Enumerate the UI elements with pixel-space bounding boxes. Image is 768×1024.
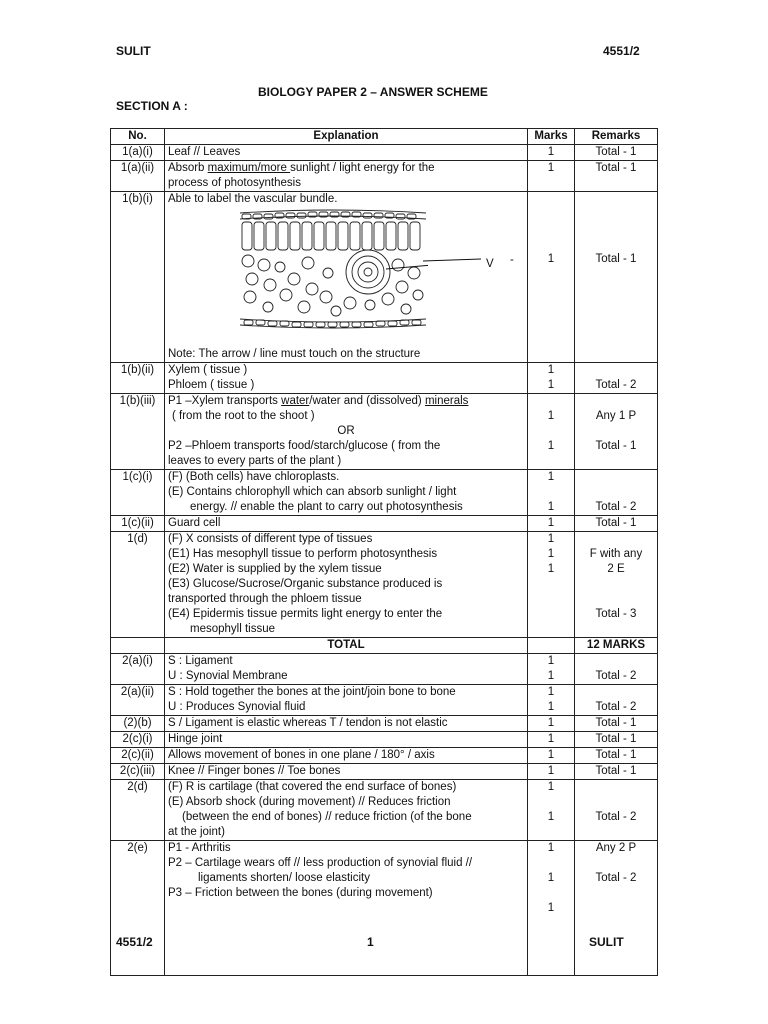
- mark-value: 1: [547, 872, 555, 884]
- remark-value: Total - 2: [595, 379, 637, 391]
- remark-value: Total - 3: [595, 608, 637, 620]
- row-no: 2(d): [111, 780, 165, 841]
- row-remark: [575, 532, 658, 638]
- remark-value: Total - 2: [595, 501, 637, 513]
- text: transported through the phloem tissue: [168, 593, 362, 605]
- row-remark: Total - 1: [575, 145, 658, 161]
- row-mark: 1: [528, 732, 575, 748]
- row-mark: 1: [528, 764, 575, 780]
- text: Able to label the vascular bundle.: [168, 193, 338, 205]
- row-no: 1(d): [111, 532, 165, 638]
- row-no: 1(c)(i): [111, 470, 165, 516]
- row-explanation: [165, 470, 528, 516]
- text: at the joint): [168, 826, 225, 838]
- table-header-row: [111, 129, 658, 145]
- table-row: [111, 654, 658, 685]
- diagram-label-v: V: [486, 258, 494, 270]
- remark-value: Any 1 P: [595, 410, 637, 422]
- table-row: [111, 161, 658, 192]
- text: mesophyll tissue: [190, 623, 276, 635]
- row-no: (2)(b): [111, 716, 165, 732]
- header-left: SULIT: [116, 44, 151, 58]
- row-remark: [575, 654, 658, 685]
- row-mark: [528, 394, 575, 470]
- text: P2 – Cartilage wears off // less production of synovial fluid //: [168, 857, 473, 869]
- text: P2 –Phloem transports food/starch/glucose ( from the: [168, 440, 441, 452]
- text: process of photosynthesis: [168, 177, 301, 189]
- table-row: [111, 764, 658, 780]
- row-remark: [575, 363, 658, 394]
- row-remark: [575, 780, 658, 841]
- row-explanation: [165, 685, 528, 716]
- remark-value: Any 2 P: [595, 842, 637, 854]
- row-no: 2(c)(ii): [111, 748, 165, 764]
- section-heading: SECTION A :: [116, 99, 188, 113]
- text: P3 – Friction between the bones (during movement): [168, 887, 433, 899]
- header-right: 4551/2: [603, 44, 640, 58]
- remark-value: Total - 1: [595, 253, 637, 265]
- text: (E3) Glucose/Sucrose/Organic substance produced is: [168, 578, 443, 590]
- mark-value: 1: [547, 440, 555, 452]
- mark-value: 1: [547, 501, 555, 513]
- text: Xylem ( tissue ): [168, 364, 248, 376]
- remark-value: Total - 2: [595, 701, 637, 713]
- text: (F) (Both cells) have chloroplasts.: [168, 471, 340, 483]
- mark-value: 1: [547, 548, 555, 560]
- col-marks: Marks: [528, 129, 575, 145]
- table-row: [111, 685, 658, 716]
- text: (F) X consists of different type of tissues: [168, 533, 373, 545]
- remark-value: Total - 1: [595, 440, 637, 452]
- row-explanation: Guard cell: [165, 516, 528, 532]
- text: P1 –Xylem transports: [168, 395, 282, 407]
- text: (E4) Epidermis tissue permits light energy to enter the: [168, 608, 443, 620]
- note-text: Note: The arrow / line must touch on the structure: [168, 348, 421, 360]
- row-explanation: S / Ligament is elastic whereas T / tendon is not elastic: [165, 716, 528, 732]
- mark-value: 1: [547, 902, 555, 914]
- leaf-section-drawing: [238, 207, 428, 339]
- text: (E1) Has mesophyll tissue to perform photosynthesis: [168, 548, 438, 560]
- text: energy. // enable the plant to carry out photosynthesis: [190, 501, 463, 513]
- row-explanation: [165, 192, 528, 363]
- total-label: TOTAL: [165, 638, 528, 654]
- row-explanation: [165, 532, 528, 638]
- row-explanation: Allows movement of bones in one plane / 180° / axis: [165, 748, 528, 764]
- row-explanation: [165, 841, 528, 976]
- table-row: [111, 192, 658, 363]
- row-mark: [528, 192, 575, 363]
- mark-value: 1: [547, 364, 555, 376]
- leaf-cross-section-diagram: [168, 207, 524, 347]
- row-mark: [528, 685, 575, 716]
- mark-value: 1: [547, 471, 555, 483]
- row-remark: [575, 841, 658, 976]
- remark-value: Total - 2: [595, 670, 637, 682]
- empty-cell: [111, 638, 165, 654]
- table-row: [111, 394, 658, 470]
- text: sunlight / light energy for the: [290, 162, 435, 174]
- footer-right: SULIT: [589, 935, 624, 949]
- table-row: [111, 532, 658, 638]
- text: (E) Absorb shock (during movement) // Reduces friction: [168, 796, 451, 808]
- row-no: 2(c)(i): [111, 732, 165, 748]
- row-remark: [575, 192, 658, 363]
- row-mark: [528, 532, 575, 638]
- row-remark: Total - 1: [575, 516, 658, 532]
- row-no: 1(b)(iii): [111, 394, 165, 470]
- table-row: [111, 516, 658, 532]
- total-row: [111, 638, 658, 654]
- row-mark: 1: [528, 748, 575, 764]
- row-explanation: [165, 654, 528, 685]
- table-row: [111, 780, 658, 841]
- row-mark: [528, 841, 575, 976]
- row-no: 2(a)(ii): [111, 685, 165, 716]
- col-no: No.: [111, 129, 165, 145]
- empty-cell: [528, 638, 575, 654]
- text: (F) R is cartilage (that covered the end surface of bones): [168, 781, 457, 793]
- text: ligaments shorten/ loose elasticity: [198, 872, 370, 884]
- answer-table: [110, 128, 658, 976]
- text: leaves to every parts of the plant ): [168, 455, 342, 467]
- or-text: OR: [337, 425, 355, 437]
- row-mark: [528, 363, 575, 394]
- remark-value: F with any: [589, 548, 643, 560]
- mark-value: 1: [547, 655, 555, 667]
- row-remark: Total - 1: [575, 161, 658, 192]
- row-explanation: Leaf // Leaves: [165, 145, 528, 161]
- row-remark: Total - 1: [575, 764, 658, 780]
- text: /water and (dissolved): [309, 395, 425, 407]
- mark-value: 1: [547, 410, 555, 422]
- row-explanation: [165, 394, 528, 470]
- table-row: [111, 363, 658, 394]
- row-no: 1(b)(ii): [111, 363, 165, 394]
- mark-value: 1: [547, 563, 555, 575]
- diagram-label-dash: -: [510, 254, 514, 266]
- row-remark: [575, 685, 658, 716]
- mark-value: 1: [547, 379, 555, 391]
- text: P1 - Arthritis: [168, 842, 231, 854]
- mark-value: 1: [547, 811, 555, 823]
- table-row: [111, 841, 658, 976]
- row-explanation: Knee // Finger bones // Toe bones: [165, 764, 528, 780]
- col-explanation: Explanation: [165, 129, 528, 145]
- mark-value: 1: [547, 686, 555, 698]
- row-no: 2(e): [111, 841, 165, 976]
- row-mark: 1: [528, 516, 575, 532]
- text: (E) Contains chlorophyll which can absorb sunlight / light: [168, 486, 457, 498]
- text: Absorb: [168, 162, 208, 174]
- table-row: [111, 748, 658, 764]
- row-explanation: [165, 363, 528, 394]
- row-remark: Total - 1: [575, 748, 658, 764]
- row-remark: [575, 394, 658, 470]
- row-remark: [575, 470, 658, 516]
- underlined-text: water: [281, 395, 310, 407]
- mark-value: 1: [547, 670, 555, 682]
- table-row: [111, 716, 658, 732]
- total-marks: 12 MARKS: [575, 638, 658, 654]
- page-title: BIOLOGY PAPER 2 – ANSWER SCHEME: [258, 85, 488, 99]
- table-row: [111, 470, 658, 516]
- text: ( from the root to the shoot ): [172, 410, 315, 422]
- row-explanation: Hinge joint: [165, 732, 528, 748]
- remark-value: 2 E: [607, 563, 625, 575]
- label-arrow-line: [423, 251, 543, 271]
- text: (between the end of bones) // reduce friction (of the bone: [182, 811, 472, 823]
- remark-value: Total - 2: [595, 872, 637, 884]
- table-row: [111, 732, 658, 748]
- row-no: 1(a)(i): [111, 145, 165, 161]
- mark-value: 1: [547, 533, 555, 545]
- text: Phloem ( tissue ): [168, 379, 255, 391]
- mark-value: 1: [547, 781, 555, 793]
- mark-value: 1: [547, 701, 555, 713]
- row-mark: 1: [528, 716, 575, 732]
- mark-value: 1: [547, 842, 555, 854]
- row-no: 1(a)(ii): [111, 161, 165, 192]
- text: S : Ligament: [168, 655, 233, 667]
- underlined-text: maximum/more: [207, 162, 291, 174]
- row-no: 2(a)(i): [111, 654, 165, 685]
- row-remark: Total - 1: [575, 732, 658, 748]
- text: U : Synovial Membrane: [168, 670, 288, 682]
- col-remarks: Remarks: [575, 129, 658, 145]
- mark-value: 1: [547, 253, 555, 265]
- text: S : Hold together the bones at the joint/join bone to bone: [168, 686, 456, 698]
- row-mark: 1: [528, 145, 575, 161]
- text: (E2) Water is supplied by the xylem tissue: [168, 563, 382, 575]
- row-no: 1(c)(ii): [111, 516, 165, 532]
- row-no: 2(c)(iii): [111, 764, 165, 780]
- page-number: 1: [367, 935, 374, 949]
- row-mark: [528, 470, 575, 516]
- underlined-text: minerals: [424, 395, 469, 407]
- row-mark: [528, 780, 575, 841]
- row-mark: 1: [528, 161, 575, 192]
- footer-left: 4551/2: [116, 935, 153, 949]
- remark-value: Total - 2: [595, 811, 637, 823]
- row-remark: Total - 1: [575, 716, 658, 732]
- row-explanation: [165, 161, 528, 192]
- text: U : Produces Synovial fluid: [168, 701, 306, 713]
- row-mark: [528, 654, 575, 685]
- row-explanation: [165, 780, 528, 841]
- table-row: [111, 145, 658, 161]
- row-no: 1(b)(i): [111, 192, 165, 363]
